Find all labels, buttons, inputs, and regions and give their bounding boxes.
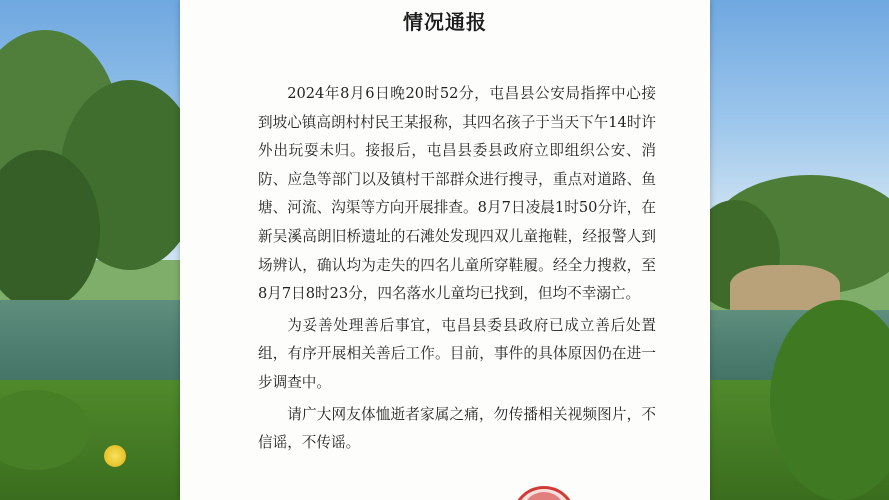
notice-document (180, 0, 710, 500)
notice-paragraph: 为妥善处理善后事宜，屯昌县委县政府已成立善后处置组，有序开展相关善后工作。目前，事件的具体原因仍在进一步调查中。 (258, 316, 656, 391)
notice-body (258, 80, 656, 461)
yellow-flower (104, 445, 126, 467)
background-scene-left (0, 0, 180, 500)
background-scene-right (710, 0, 889, 500)
notice-paragraph: 请广大网友体恤逝者家属之痛，勿传播相关视频图片，不信谣，不传谣。 (258, 405, 656, 452)
notice-title: 情况通报 (403, 10, 487, 34)
notice-paragraph: 2024年8月6日晚20时52分，屯昌县公安局指挥中心接到坡心镇高朗村村民王某报称，其四名孩子于当天下午14时许外出玩耍未归。接报后，屯昌县委县政府立即组织公安、消防、应急等部门以及镇村干部群众进行搜寻，重点对道路、鱼塘、河流、沟渠等方向开展排查。8月7日凌晨1时50分许，在新吴溪高朗旧桥遗址的石滩处发现四双儿童拖鞋，经报警人到场辨认，确认均为走失的四名儿童所穿鞋履。经全力搜救，至8月7日8时23分，四名落水儿童均已找到，但均不幸溺亡。 (258, 85, 657, 303)
